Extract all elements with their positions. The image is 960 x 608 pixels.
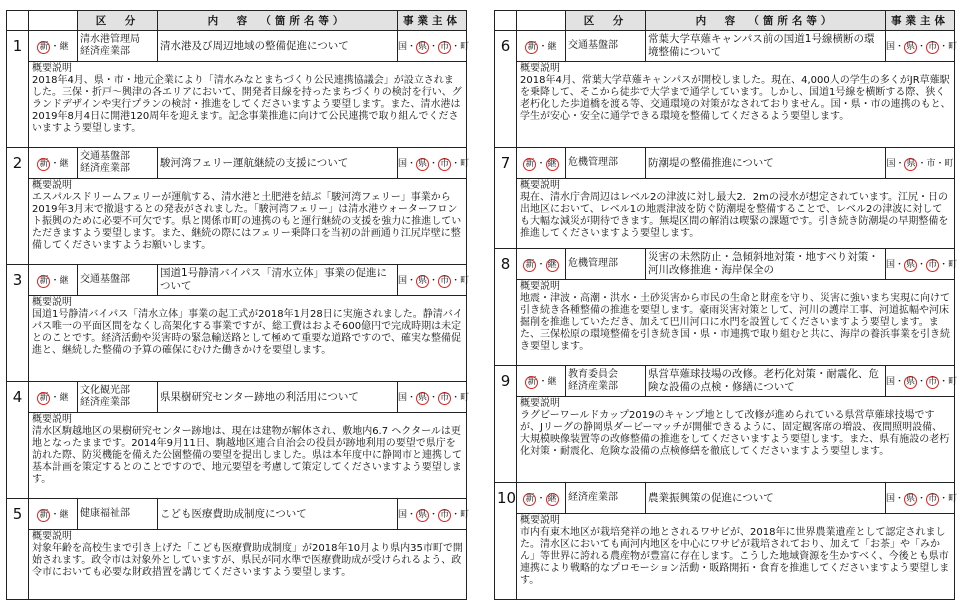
explanation-text: エスパルスドリームフェリーが運航する、清水港と土肥港を結ぶ「駿河湾フェリー」事業から2019年3月末で撤退するとの発表がされました。「駿河湾フェリー」は清水港ウォーターフロント振興のために必要不可欠です。県と関係市町の連携のもと運行継続の支援を強力に推進していただきますよう要望します。また、継続の際にはフェリー乗降口を当初の計画通り江尻岸壁に整備してくださいますようお願いします。 (32, 192, 462, 251)
status-separator: ・ (50, 158, 60, 169)
item-title-row (7, 148, 467, 179)
item-number: 6 (495, 31, 517, 62)
actor-sep-1: ・ (895, 493, 905, 504)
item-number: 1 (7, 31, 29, 62)
actor-national: 国 (398, 41, 408, 52)
request-table-right (494, 10, 958, 600)
status-cell (517, 31, 566, 62)
actor-cell (398, 265, 470, 296)
item-number: 10 (495, 483, 517, 514)
department-text: 経済産業部 (568, 492, 618, 503)
status-new-mark: 新 (39, 41, 49, 52)
actor-national: 国 (398, 158, 408, 169)
actor-sep-3: ・ (939, 493, 949, 504)
actor-sep-3: ・ (939, 41, 949, 52)
department-cell (566, 148, 646, 179)
item-number: 2 (7, 148, 29, 179)
status-cell (517, 483, 566, 514)
item-number-continuation (7, 296, 29, 382)
explanation-text: 清水区駒越地区の果樹研究センター跡地は、現在は建物が解体され、敷地内6.7 ヘクタールは更地となったままです。2014年9月11日、駒越地区連合自治会の役員が跡地利用の要望で県庁を訪れた際、防災機能を備えた公園整備の要望を提出しました。県は本年度中に静岡市と連携して基本計画を策定するとのことですので、地元要望を考慮して策定してくださいますよう要望します。 (32, 426, 462, 485)
status-separator: ・ (536, 158, 546, 169)
actor-sep-1: ・ (895, 259, 905, 270)
item-content: 国道1号静清バイパス「清水立体」事業の促進について (158, 265, 398, 296)
status-cell (517, 366, 566, 397)
item-content: 災害の未然防止・急傾斜地対策・地すべり対策・河川改修推進・海岸保全の (646, 249, 886, 280)
explanation-label: 概要説明 (520, 281, 560, 292)
header-content: 内 容 （箇所名等） (646, 11, 886, 31)
department-text: 交通基盤部 経済産業部 (80, 151, 130, 174)
explanation-label: 概要説明 (520, 515, 560, 526)
status-separator: ・ (536, 259, 546, 270)
actor-prefecture: 県 (906, 376, 916, 387)
status-new-mark: 新 (39, 392, 49, 403)
department-text: 危機管理部 (568, 258, 618, 269)
actor-national: 国 (886, 41, 896, 52)
actor-national: 国 (886, 376, 896, 387)
actor-prefecture: 県 (906, 41, 916, 52)
explanation-text: 国道1号静清バイパス「清水立体」事業の起工式が2018年1月28日に実施されました。静清バイパス唯一の平面区間をなくし高架化する事業ですが、総工費はおよそ600億円で完成時期は未定とのことです。経済活動や災害時の緊急輸送路として極めて重要な道路ですので、確実な整備促進と、継続した整備の予算の確保にむけた働きかけを要望します。 (32, 309, 463, 356)
status-continue-mark: 継 (547, 41, 557, 52)
item-content: 県営草薙球技場の改修。老朽化対策・耐震化、危険な設備の点検・修繕について (646, 366, 886, 397)
actor-town: 町 (948, 376, 958, 387)
explanation-cell (29, 296, 467, 382)
item-number-continuation (495, 179, 517, 249)
item-explanation-row (495, 280, 955, 366)
actor-city: 市 (440, 158, 450, 169)
actor-prefecture: 県 (418, 392, 428, 403)
actor-town: 町 (948, 259, 958, 270)
right-page (494, 10, 958, 600)
item-number: 5 (7, 499, 29, 530)
status-continue-mark: 継 (59, 41, 69, 52)
department-text: 危機管理部 (568, 157, 618, 168)
actor-city: 市 (440, 275, 450, 286)
status-new-mark: 新 (525, 493, 535, 504)
explanation-label: 概要説明 (32, 180, 72, 191)
item-explanation-row (7, 62, 467, 148)
item-title-row (495, 366, 955, 397)
explanation-text: 地震・津波・高潮・洪水・土砂災害から市民の生命と財産を守り、災害に強いまち実現に向けて引き続き各種整備の推進を要望します。豪雨災害対策として、河川の護岸工事、河道拡幅や河床掘削を推進していただき、加えて巴川河口に水門を設置してくださいますよう要望します。また、三保松原の環境整備を引き続き国・県・市連携で取り組むと共に、海岸の養浜事業を引き続き要望します。 (520, 293, 950, 352)
actor-city: 市 (928, 259, 938, 270)
explanation-text: 対象年齢を高校生まで引き上げた「こども医療費助成制度」が2018年10月より県内35市町で開始されます。政令市は対象外としていますが、県民が同水準で医療費助成が受けられるよう、政令市においても必要な財政措置を講じてくださいますよう要望します。 (32, 543, 463, 578)
status-new-mark: 新 (39, 275, 49, 286)
actor-national: 国 (398, 392, 408, 403)
explanation-text: 2018年4月、県・市・地元企業により「清水みなとまちづくり公民連携協議会」が設立されました。三保・折戸～興津の各エリアにおいて、開発者目線を持ったまちづくりの検討を行い、グランドデザインや実行プランの検討・推進をしてくださいますよう要望します。また、清水港は2019年8月4日に開港120周年を迎えます。記念事業推進に向けて公民連携で取り組んでくださいますよう要望します。 (32, 75, 462, 134)
explanation-label: 概要説明 (520, 180, 560, 191)
header-actor: 事業主体 (398, 11, 467, 31)
department-cell (78, 148, 158, 179)
status-cell (517, 148, 566, 179)
status-cell (29, 265, 78, 296)
explanation-cell (517, 280, 955, 366)
explanation-label: 概要説明 (32, 297, 72, 308)
status-new-mark: 新 (39, 158, 49, 169)
department-text: 交通基盤部 (80, 274, 130, 285)
department-cell (566, 483, 646, 514)
actor-sep-1: ・ (895, 41, 905, 52)
actor-national: 国 (886, 259, 896, 270)
department-text: 文化観光部 経済産業部 (80, 385, 130, 408)
actor-prefecture: 県 (418, 509, 428, 520)
item-number: 8 (495, 249, 517, 280)
status-separator: ・ (50, 41, 60, 52)
status-cell (29, 382, 78, 413)
status-continue-mark: 継 (59, 158, 69, 169)
item-number: 3 (7, 265, 29, 296)
status-new-mark: 新 (527, 376, 537, 387)
item-number-continuation (495, 514, 517, 600)
department-text: 交通基盤部 (568, 40, 618, 51)
actor-town: 町 (948, 41, 958, 52)
status-cell (29, 31, 78, 62)
status-cell (517, 249, 566, 280)
item-explanation-row (7, 179, 467, 265)
actor-prefecture: 県 (906, 493, 916, 504)
status-separator: ・ (50, 392, 60, 403)
item-content: 清水港及び周辺地域の整備促進について (158, 31, 398, 62)
status-new-mark: 新 (39, 509, 49, 520)
header-row (495, 11, 955, 31)
item-explanation-row (495, 179, 955, 249)
department-cell (78, 382, 158, 413)
item-content: 県果樹研究センター跡地の利活用について (158, 382, 398, 413)
item-explanation-row (7, 530, 467, 600)
actor-sep-1: ・ (895, 376, 905, 387)
item-explanation-row (495, 397, 955, 483)
actor-sep-3: ・ (939, 376, 949, 387)
item-content: 常葉大学草薙キャンパス前の国道1号線横断の環境整備について (646, 31, 886, 62)
actor-town: 町 (460, 509, 470, 520)
status-continue-mark: 継 (547, 158, 557, 169)
explanation-text: 現在、清水庁舎周辺はレベル2の津波に対し最大2．2mの浸水が想定されています。江尻・日の出地区において、レベル1の地震津波を防ぐ防潮堤を整備することで、レベル2の津波に対しても大幅な減災が期待できます。無堤区間の解消は喫緊の課題です。引き続き防潮堤の早期整備を推進してくださいますよう要望します。 (520, 192, 949, 239)
department-cell (566, 366, 646, 397)
actor-cell (398, 31, 470, 62)
item-explanation-row (495, 514, 955, 600)
header-category: 区 分 (78, 11, 158, 31)
status-cell (29, 499, 78, 530)
actor-town: 町 (460, 392, 470, 403)
explanation-cell (29, 179, 467, 265)
actor-sep-2: ・ (917, 493, 927, 504)
header-actor: 事業主体 (886, 11, 955, 31)
actor-sep-3: ・ (451, 509, 461, 520)
department-cell (566, 31, 646, 62)
item-number-continuation (495, 280, 517, 366)
item-content: こども医療費助成制度について (158, 499, 398, 530)
actor-city: 市 (440, 509, 450, 520)
explanation-label: 概要説明 (520, 398, 560, 409)
item-title-row (7, 499, 467, 530)
item-explanation-row (7, 296, 467, 382)
item-title-row (495, 249, 955, 280)
status-new-mark: 新 (525, 259, 535, 270)
actor-cell (886, 249, 958, 280)
department-text: 教育委員会 経済産業部 (568, 369, 618, 392)
actor-prefecture: 県 (906, 158, 916, 169)
item-number-continuation (495, 397, 517, 483)
left-page (6, 10, 470, 600)
explanation-text: 市内有東木地区が栽培発祥の地とされるワサビが、2018年に世界農業遺産として認定されました。清水区においても両河内地区を中心にワサビが栽培されており、加えて「お茶」や「みかん」等世界に誇れる農産物が豊富に存在します。こうした地域資源を生かすべく、今後とも県市連携により戦略的なプロモーション活動・販路開拓・食育を推進してくださいますよう要望します。 (520, 527, 950, 586)
actor-cell (886, 148, 955, 179)
actor-sep-2: ・ (917, 376, 927, 387)
header-category: 区 分 (566, 11, 646, 31)
actor-cell (886, 483, 958, 514)
explanation-text: ラグビーワールドカップ2019のキャンプ地として改修が進められている県営草薙球技場ですが、Jリーグの静岡県ダービーマッチが開催できるように、固定観客席の増設、夜間照明設備、大規模映像装置等の改修整備の推進をしてくださいますよう要望します。また、県有施設の老朽化対策・耐震化、危険な設備の点検修繕を徹底してくださいますよう要望します。 (520, 410, 950, 457)
actor-sep-3: ・ (451, 275, 461, 286)
actor-national: 国 (398, 275, 408, 286)
status-new-mark: 新 (525, 158, 535, 169)
status-continue-mark: 継 (547, 376, 557, 387)
request-table-left (6, 10, 470, 600)
item-title-row (495, 483, 955, 514)
department-cell (78, 499, 158, 530)
status-continue-mark: 継 (59, 392, 69, 403)
actor-city: 市 (928, 376, 938, 387)
actor-prefecture: 県 (418, 41, 428, 52)
status-continue-mark: 継 (547, 493, 557, 504)
actor-sep-2: ・ (917, 259, 927, 270)
actor-sep-1: ・ (407, 41, 417, 52)
header-blank-num (7, 11, 29, 31)
header-blank-status (517, 11, 566, 31)
explanation-label: 概要説明 (32, 63, 72, 74)
item-number: 9 (495, 366, 517, 397)
status-new-mark: 新 (527, 41, 537, 52)
item-number-continuation (7, 179, 29, 265)
department-cell (78, 265, 158, 296)
actor-cell (398, 382, 470, 413)
actor-sep-1: ・ (895, 158, 905, 169)
explanation-cell (517, 514, 955, 600)
actor-city: 市 (440, 392, 450, 403)
explanation-label: 概要説明 (32, 531, 72, 542)
status-separator: ・ (538, 41, 548, 52)
actor-sep-2: ・ (429, 392, 439, 403)
item-title-row (7, 265, 467, 296)
status-continue-mark: 継 (547, 259, 557, 270)
actor-town: 町 (944, 158, 954, 169)
explanation-cell (29, 530, 467, 600)
item-explanation-row (495, 62, 955, 148)
item-title-row (7, 31, 467, 62)
actor-national: 国 (886, 493, 896, 504)
status-cell (29, 148, 78, 179)
department-cell (566, 249, 646, 280)
actor-national: 国 (398, 509, 408, 520)
actor-sep-3: ・ (451, 158, 461, 169)
item-number-continuation (7, 530, 29, 600)
actor-sep-3: ・ (451, 41, 461, 52)
actor-national: 国 (886, 158, 896, 169)
actor-town: 町 (460, 275, 470, 286)
actor-sep-1: ・ (407, 158, 417, 169)
status-separator: ・ (538, 376, 548, 387)
actor-city: 市 (928, 493, 938, 504)
actor-town: 町 (948, 493, 958, 504)
item-explanation-row (7, 413, 467, 499)
actor-sep-1: ・ (407, 392, 417, 403)
explanation-cell (29, 62, 467, 148)
actor-sep-2: ・ (917, 158, 927, 169)
explanation-cell (517, 397, 955, 483)
item-content: 農業振興策の促進について (646, 483, 886, 514)
status-separator: ・ (50, 509, 60, 520)
header-row (7, 11, 467, 31)
header-content: 内 容 （箇所名等） (158, 11, 398, 31)
explanation-cell (517, 62, 955, 148)
actor-city: 市 (926, 158, 936, 169)
actor-prefecture: 県 (418, 275, 428, 286)
actor-sep-2: ・ (429, 158, 439, 169)
header-blank-num (495, 11, 517, 31)
status-separator: ・ (50, 275, 60, 286)
item-title-row (495, 31, 955, 62)
actor-cell (398, 148, 470, 179)
department-cell (78, 31, 158, 62)
department-text: 清水港管理局 経済産業部 (80, 34, 140, 57)
actor-sep-2: ・ (429, 41, 439, 52)
actor-sep-3: ・ (451, 392, 461, 403)
item-content: 防潮堤の整備推進について (646, 148, 886, 179)
item-title-row (7, 382, 467, 413)
actor-town: 町 (460, 158, 470, 169)
item-number-continuation (495, 62, 517, 148)
item-number-continuation (7, 413, 29, 499)
item-number: 4 (7, 382, 29, 413)
actor-city: 市 (440, 41, 450, 52)
explanation-label: 概要説明 (520, 63, 560, 74)
department-text: 健康福祉部 (80, 508, 130, 519)
actor-town: 町 (460, 41, 470, 52)
status-continue-mark: 継 (59, 275, 69, 286)
actor-sep-2: ・ (429, 275, 439, 286)
actor-sep-3: ・ (939, 259, 949, 270)
actor-sep-2: ・ (429, 509, 439, 520)
explanation-cell (517, 179, 955, 249)
item-title-row (495, 148, 955, 179)
actor-prefecture: 県 (906, 259, 916, 270)
actor-sep-1: ・ (407, 509, 417, 520)
actor-cell (398, 499, 470, 530)
status-separator: ・ (536, 493, 546, 504)
actor-prefecture: 県 (418, 158, 428, 169)
item-number-continuation (7, 62, 29, 148)
actor-cell (886, 31, 958, 62)
item-content: 駿河湾フェリー運航継続の支援について (158, 148, 398, 179)
status-continue-mark: 継 (59, 509, 69, 520)
explanation-text: 2018年4月、常葉大学草薙キャンパスが開校しました。現在、4,000人の学生の多くがJR草薙駅を乗降して、そこから徒歩で大学まで通学しています。しかし、国道1号線を横断する際、狭く老朽化した歩道橋を渡る等、交通環境の対策がなされておりません。国・県・市の連携のもと、学生が安心・安全に通学できる環境を整備してくださるよう要望します。 (520, 75, 951, 122)
item-number: 7 (495, 148, 517, 179)
header-blank-status (29, 11, 78, 31)
actor-sep-2: ・ (917, 41, 927, 52)
explanation-cell (29, 413, 467, 499)
actor-sep-3: ・ (935, 158, 945, 169)
actor-sep-1: ・ (407, 275, 417, 286)
actor-city: 市 (928, 41, 938, 52)
actor-cell (886, 366, 958, 397)
explanation-label: 概要説明 (32, 414, 72, 425)
